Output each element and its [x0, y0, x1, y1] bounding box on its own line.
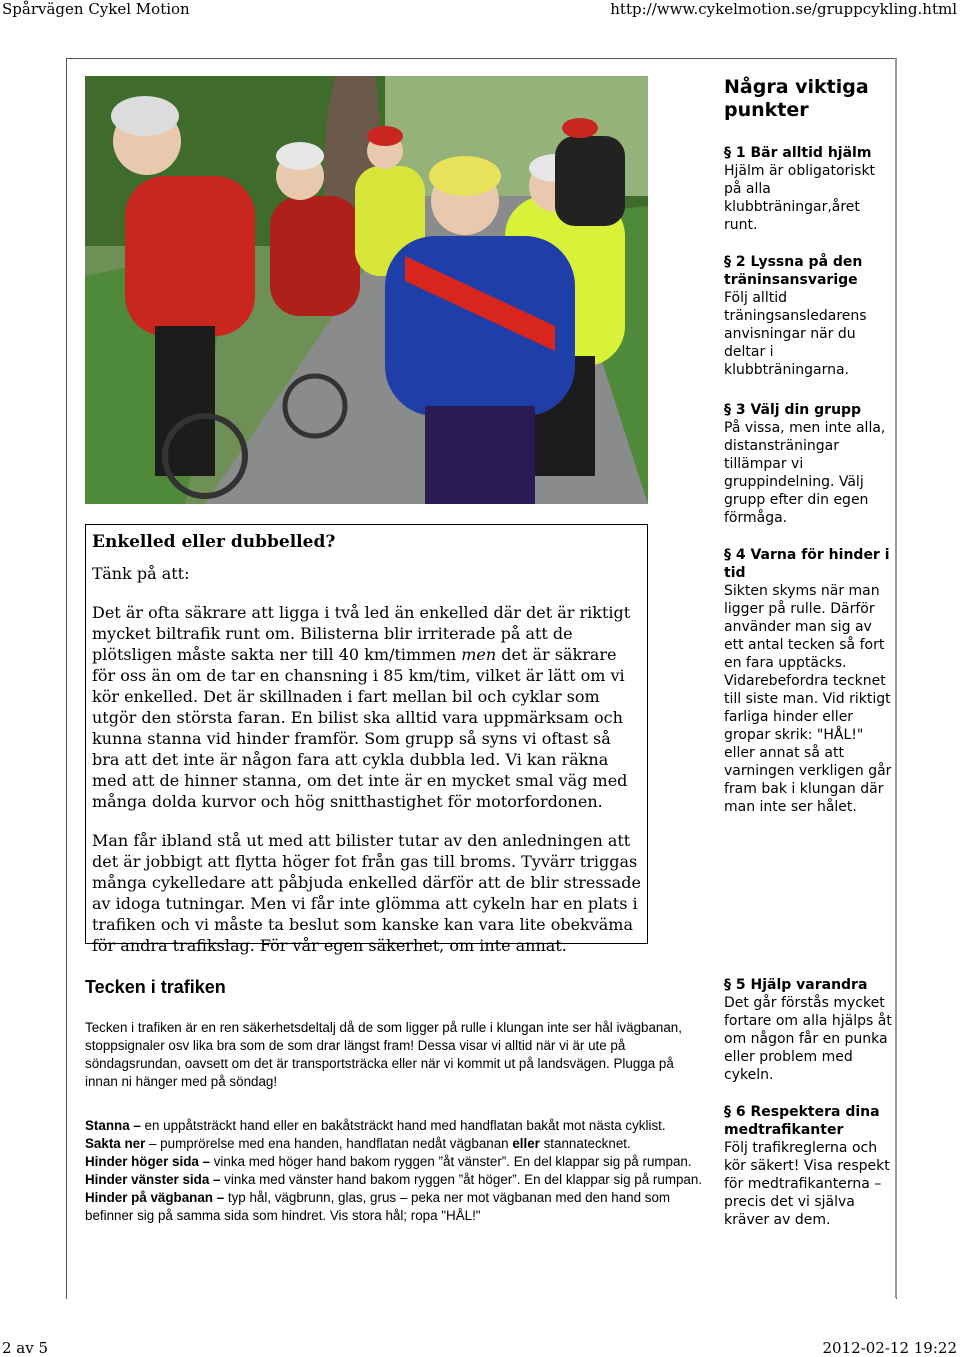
traffic-signs-section: [85, 976, 705, 1225]
point-5: [724, 976, 894, 1084]
point-heading-text: 2 Lyssna på den träninsansvarige: [724, 254, 863, 288]
article-title: Enkelled eller dubbelled?: [92, 532, 336, 552]
point-2: [724, 253, 894, 379]
sign-term: Hinder vänster sida –: [85, 1172, 221, 1187]
point-6: [724, 1103, 894, 1229]
sign-description: vinka med vänster hand bakom ryggen ”åt höger”. En del klappar sig på rumpan.: [220, 1172, 703, 1187]
article-paragraph-2: Man får ibland stå ut med att bilister tutar av den anledningen att det är jobbigt att flytta höger fot från gas till broms. Tyvärr triggas många cykelledare att påbjuda enkelled därför att de blir stressade av idoga tutningar. Men vi får inte glömma att cykeln har en plats i trafiken och vi måste ta beslut som kanske kan vara lite obekväma för andra trafikslag. För vår egen säkerhet, om inte annat.: [92, 831, 641, 955]
page-frame-shadow: [895, 58, 897, 1298]
sign-description: vinka med höger hand bakom ryggen ”åt vänster”. En del klappar sig på rumpan.: [210, 1154, 692, 1169]
cyclists-photo: [85, 76, 648, 504]
point-heading: [724, 546, 894, 582]
point-3: [724, 401, 894, 527]
sign-obstacle-left: [85, 1171, 705, 1189]
point-heading-text: 1 Bär alltid hjälm: [735, 145, 872, 161]
point-heading: [724, 1103, 894, 1139]
point-4: [724, 546, 894, 816]
sign-slow-down: [85, 1135, 705, 1153]
footer-timestamp: 2012-02-12 19:22: [822, 1339, 957, 1357]
point-heading: [724, 144, 894, 162]
sign-term: Hinder höger sida –: [85, 1154, 211, 1169]
points-title: Några viktiga punkter: [724, 76, 869, 121]
point-heading: [724, 253, 894, 289]
article-paragraph-1: [92, 602, 641, 812]
article-paragraph-1-end: det är säkrare för oss än om de tar en chansning i 85 km/tim, vilket är lätt om vi kör enkelled. Det är skillnaden i fart mellan bil och cyklar som utgör den största faran. En bilist ska alltid vara uppmärksam och kunna stanna vid hinder framför. Som grupp så syns vi oftast så bra att det inte är någon fara att cykla dubbla led. Vi kan räkna med att de hinner stanna, om det inte är en mycket smal väg med många dolda kurvor och hög snitthastighet för motorfordonen.: [92, 645, 628, 811]
point-body: Hjälm är obligatoriskt på alla klubbträningar,året runt.: [724, 163, 876, 233]
points-column-lower: [724, 976, 894, 1248]
point-heading-text: 6 Respektera dina medtrafikanter: [724, 1104, 880, 1138]
footer-page-number: 2 av 5: [2, 1339, 49, 1357]
section-sign-icon: §: [724, 254, 731, 270]
point-heading-text: 4 Varna för hinder i tid: [724, 547, 890, 581]
header-site-title: Spårvägen Cykel Motion: [2, 0, 190, 18]
sign-term: Hinder på vägbanan –: [85, 1190, 225, 1205]
article-emphasis: men: [461, 645, 497, 664]
section-sign-icon: §: [724, 1104, 731, 1120]
sign-description-end: stannatecknet.: [539, 1136, 631, 1151]
point-heading: [724, 401, 894, 419]
section-sign-icon: §: [724, 402, 731, 418]
sign-description: – pumprörelse med ena handen, handflatan nedåt vägbanan: [145, 1136, 513, 1151]
point-body: Följ trafikreglerna och kör säkert! Visa respekt för medtrafikanterna – precis det vi själva kräver av dem.: [724, 1140, 890, 1228]
point-body: På vissa, men inte alla, distansträningar tillämpar vi gruppindelning. Välj grupp efter din egen förmåga.: [724, 420, 886, 526]
point-heading-text: 3 Välj din grupp: [735, 402, 862, 418]
section-sign-icon: §: [724, 547, 731, 563]
sign-term-or: eller: [512, 1136, 540, 1151]
point-body: Det går förstås mycket fortare om alla hjälps åt om någon får en punka eller problem med cykeln.: [724, 995, 892, 1083]
sign-description: typ hål, vägbrunn, glas, grus – peka ner mot vägbanan med den hand som befinner sig på samma sida som hindret. Vis stora hål; ropa "HÅL!": [85, 1190, 671, 1223]
header-url[interactable]: http://www.cykelmotion.se/gruppcykling.html: [610, 0, 957, 18]
signs-intro: Tecken i trafiken är en ren säkerhetsdeltalj då de som ligger på rulle i klungan inte ser hål ivägbanan, stoppsignaler osv lika bra som de som drar längst fram! Dessa visar vi alltid när vi är ute på söndagsrundan, oavsett om det är transportsträcka eller när vi kommit ut på landsvägen. Plugga på innan ni hänger med på söndag!: [85, 1020, 682, 1089]
article-paragraph-1-start: Det är ofta säkrare att ligga i två led än enkelled där det är riktigt mycket biltrafik runt om. Bilisterna blir irriterade på att de plötsligen måste sakta ner till 40 km/timmen: [92, 603, 631, 664]
sign-stop: [85, 1117, 705, 1135]
sign-obstacle-road: [85, 1189, 705, 1225]
article-box: [85, 524, 648, 955]
section-sign-icon: §: [724, 145, 731, 161]
signs-title: Tecken i trafiken: [85, 977, 226, 997]
point-1: [724, 144, 894, 234]
sign-obstacle-right: [85, 1153, 705, 1171]
points-column: [724, 76, 894, 835]
point-body: Sikten skyms när man ligger på rulle. Därför använder man sig av ett antal tecken så fort en fara upptäcks. Vidarebefordra tecknet till siste man. Vid riktigt farliga hinder eller gropar skrik: "HÅL!" eller annat så att varningen verkligen går fram bak i klungan där man inte ser hålet.: [724, 583, 892, 815]
sign-term: Stanna –: [85, 1118, 141, 1133]
point-body: Följ alltid träningsansledarens anvisningar när du deltar i klubbträningarna.: [724, 290, 867, 378]
section-sign-icon: §: [724, 977, 731, 993]
point-heading: [724, 976, 894, 994]
article-intro: Tänk på att:: [92, 564, 190, 583]
sign-term: Sakta ner: [85, 1136, 146, 1151]
sign-description: en uppåtsträckt hand eller en bakåtsträckt hand med handflatan bakåt mot nästa cyklist.: [140, 1118, 666, 1133]
point-heading-text: 5 Hjälp varandra: [735, 977, 868, 993]
